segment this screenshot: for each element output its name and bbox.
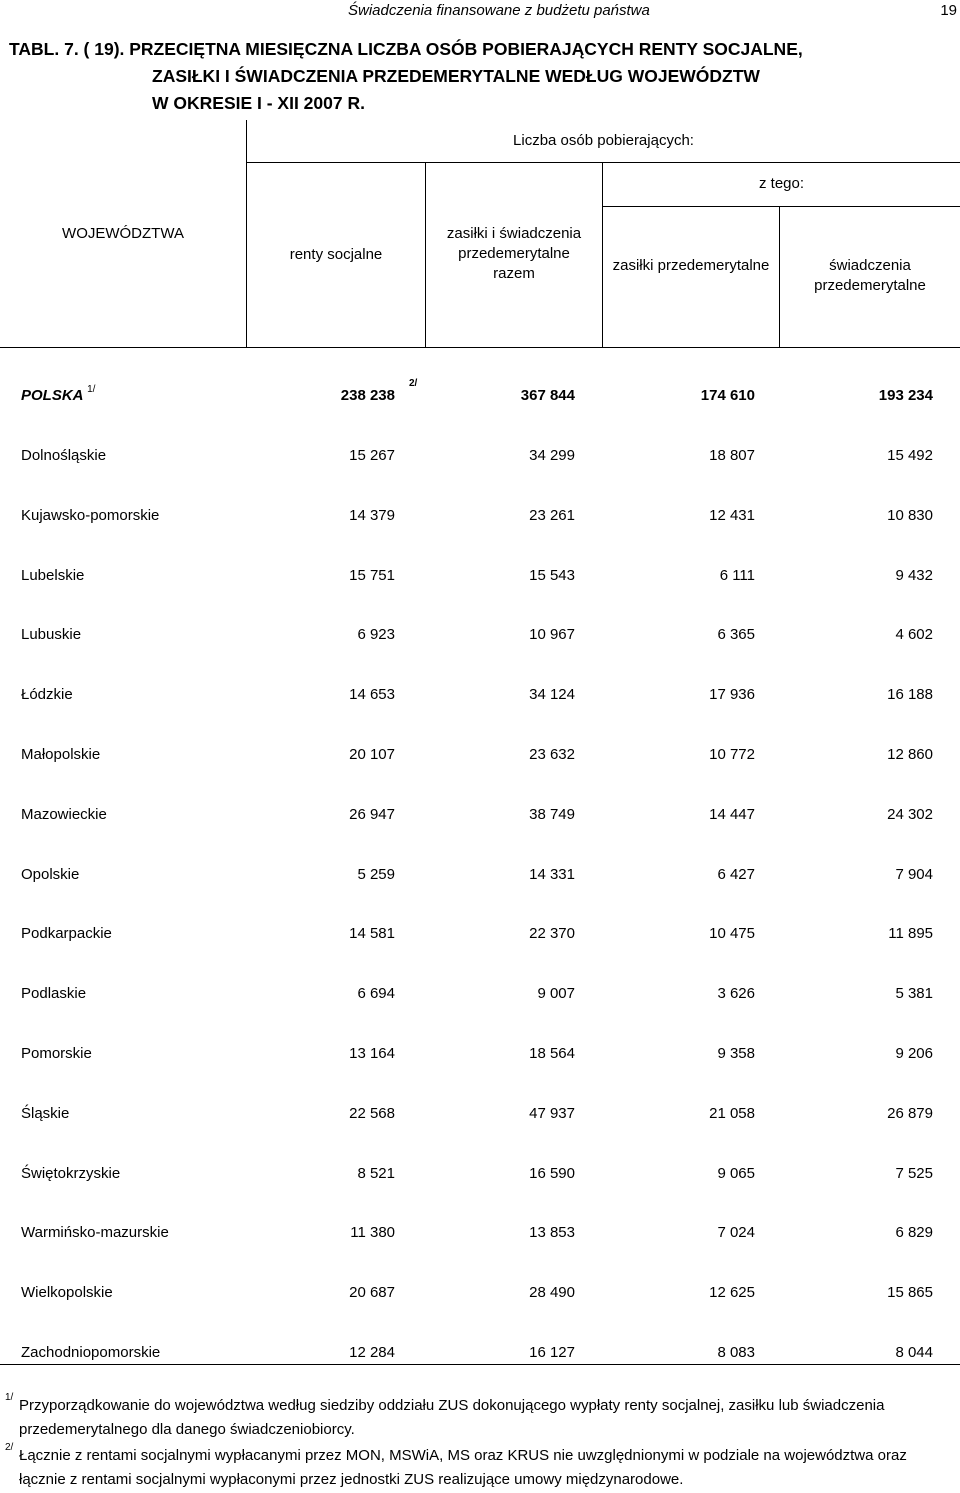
value-renty: 14 379 [349, 507, 395, 524]
table-row [0, 1042, 960, 1066]
title-line-2: ZASIŁKI I ŚWIADCZENIA PRZEDEMERYTALNE WEDŁUG WOJEWÓDZTW [152, 66, 760, 86]
value-swiadczenia: 193 234 [878, 387, 933, 404]
value-zasilki: 10 772 [709, 746, 755, 763]
value-swiadczenia: 9 206 [895, 1045, 933, 1062]
table-title [9, 36, 803, 117]
value-renty: 15 267 [349, 447, 395, 464]
value-zasilki: 6 365 [717, 626, 755, 643]
region-name: Warmińsko-mazurskie [21, 1224, 169, 1241]
table-row [0, 1281, 960, 1305]
value-swiadczenia: 15 865 [887, 1284, 933, 1301]
value-swiadczenia: 16 188 [887, 686, 933, 703]
value-swiadczenia: 11 895 [888, 925, 933, 942]
value-renty: 8 521 [357, 1165, 395, 1182]
header-renty: renty socjalne [289, 246, 383, 263]
value-zasilki: 17 936 [709, 686, 755, 703]
region-name: Podkarpackie [21, 925, 112, 942]
table-row-total [0, 378, 960, 408]
footnote-ref: 1/ [87, 384, 96, 395]
value-renty: 13 164 [349, 1045, 395, 1062]
value-swiadczenia: 4 602 [895, 626, 933, 643]
value-razem: 10 967 [529, 626, 575, 643]
value-razem: 22 370 [529, 925, 575, 942]
value-razem: 18 564 [529, 1045, 575, 1062]
header-subgroup: z tego: [758, 175, 805, 192]
footnote-mark: 2/ [5, 1442, 14, 1453]
region-name: Opolskie [21, 866, 80, 883]
table-row [0, 1162, 960, 1186]
value-swiadczenia: 10 830 [887, 507, 933, 524]
value-zasilki: 3 626 [717, 985, 755, 1002]
region-name: Kujawsko-pomorskie [21, 507, 160, 524]
value-razem: 23 632 [529, 746, 575, 763]
table-row [0, 863, 960, 887]
table-row [0, 1341, 960, 1365]
value-renty: 12 284 [349, 1344, 395, 1361]
footnote-text: Łącznie z rentami socjalnymi wypłacanymi przez MON, MSWiA, MS oraz KRUS nie uwzględnionymi w podziale na województwa oraz łącznie z rentami socjalnymi wypłaconymi przez jednostki ZUS realizujące umowy międzynarodowe. [19, 1447, 907, 1488]
value-razem: 15 543 [529, 567, 575, 584]
value-renty: 14 653 [349, 686, 395, 703]
value-swiadczenia: 8 044 [895, 1344, 933, 1361]
value-renty: 15 751 [349, 567, 395, 584]
value-renty: 11 380 [350, 1224, 395, 1241]
value-renty: 6 694 [357, 985, 395, 1002]
table-row [0, 444, 960, 468]
value-renty: 6 923 [357, 626, 395, 643]
footnote-2 [0, 1444, 960, 1492]
value-zasilki: 21 058 [709, 1105, 755, 1122]
table-row [0, 743, 960, 767]
footnote-1 [0, 1394, 960, 1442]
footnote-text: Przyporządkowanie do województwa według siedziby oddziału ZUS dokonującego wypłaty renty socjalnej, zasiłku lub świadczenia przedemerytalnego dla danego świadczeniobiorcy. [19, 1397, 885, 1438]
value-swiadczenia: 7 525 [895, 1165, 933, 1182]
header-rule [603, 206, 960, 207]
header-razem: zasiłki i świadczenia przedemerytalne razem [446, 225, 582, 282]
value-razem: 9 007 [537, 985, 575, 1002]
footnote-ref: 2/ [409, 378, 418, 389]
section-title: Świadczenia finansowane z budżetu państwa [348, 2, 650, 19]
value-swiadczenia: 24 302 [887, 806, 933, 823]
value-swiadczenia: 5 381 [895, 985, 933, 1002]
value-razem: 367 844 [520, 387, 575, 404]
value-zasilki: 9 065 [717, 1165, 755, 1182]
region-name: Małopolskie [21, 746, 101, 763]
region-name: Pomorskie [21, 1045, 92, 1062]
table-row [0, 1221, 960, 1245]
value-zasilki: 6 427 [717, 866, 755, 883]
value-renty: 238 238 [340, 387, 395, 404]
header-swiadczenia: świadczenia przedemerytalne [814, 257, 926, 294]
header-region: WOJEWÓDZTWA [62, 225, 184, 242]
region-name: Śląskie [21, 1105, 70, 1122]
value-renty: 14 581 [349, 925, 395, 942]
value-renty: 22 568 [349, 1105, 395, 1122]
value-zasilki: 12 625 [709, 1284, 755, 1301]
value-razem: 34 299 [529, 447, 575, 464]
value-swiadczenia: 9 432 [895, 567, 933, 584]
value-renty: 5 259 [357, 866, 395, 883]
value-razem: 38 749 [529, 806, 575, 823]
value-razem: 16 590 [529, 1165, 575, 1182]
table-row [0, 982, 960, 1006]
value-zasilki: 174 610 [700, 387, 755, 404]
region-name: Wielkopolskie [21, 1284, 113, 1301]
region-name: Świętokrzyskie [21, 1165, 121, 1182]
region-name: Podlaskie [21, 985, 87, 1002]
footnote-mark: 1/ [5, 1392, 14, 1403]
value-zasilki: 6 111 [719, 567, 755, 584]
header-rule [247, 162, 960, 163]
region-name: Dolnośląskie [21, 447, 107, 464]
value-swiadczenia: 26 879 [887, 1105, 933, 1122]
region-name: POLSKA [21, 387, 83, 404]
value-swiadczenia: 15 492 [887, 447, 933, 464]
value-razem: 28 490 [529, 1284, 575, 1301]
header-divider [425, 162, 426, 348]
value-renty: 26 947 [349, 806, 395, 823]
header-zasilki: zasiłki przedemerytalne [612, 257, 770, 274]
table-row [0, 623, 960, 647]
header-divider [779, 206, 780, 348]
title-line-3: W OKRESIE I - XII 2007 R. [152, 93, 365, 113]
table-row [0, 683, 960, 707]
value-zasilki: 7 024 [717, 1224, 755, 1241]
table-row [0, 922, 960, 946]
value-zasilki: 12 431 [709, 507, 755, 524]
value-razem: 13 853 [529, 1224, 575, 1241]
value-swiadczenia: 6 829 [895, 1224, 933, 1241]
table-row [0, 1102, 960, 1126]
value-zasilki: 14 447 [709, 806, 755, 823]
value-renty: 20 687 [349, 1284, 395, 1301]
value-razem: 14 331 [529, 866, 575, 883]
region-name: Mazowieckie [21, 806, 107, 823]
region-name: Lubelskie [21, 567, 85, 584]
value-razem: 23 261 [529, 507, 575, 524]
table-bottom-rule [0, 1364, 960, 1365]
region-name: Zachodniopomorskie [21, 1344, 161, 1361]
page-number: 19 [940, 2, 957, 19]
header-divider [246, 120, 247, 348]
value-swiadczenia: 12 860 [887, 746, 933, 763]
value-zasilki: 18 807 [709, 447, 755, 464]
header-rule [0, 347, 960, 348]
value-razem: 47 937 [529, 1105, 575, 1122]
value-renty: 20 107 [349, 746, 395, 763]
table-row [0, 564, 960, 588]
table-row [0, 504, 960, 528]
value-razem: 34 124 [529, 686, 575, 703]
table-row [0, 803, 960, 827]
title-line-1: TABL. 7. ( 19). PRZECIĘTNA MIESIĘCZNA LICZBA OSÓB POBIERAJĄCYCH RENTY SOCJALNE, [9, 39, 803, 59]
header-group: Liczba osób pobierających: [513, 132, 694, 149]
value-zasilki: 10 475 [709, 925, 755, 942]
region-name: Lubuskie [21, 626, 82, 643]
value-zasilki: 9 358 [717, 1045, 755, 1062]
value-swiadczenia: 7 904 [895, 866, 933, 883]
region-name: Łódzkie [21, 686, 73, 703]
value-razem: 16 127 [529, 1344, 575, 1361]
value-zasilki: 8 083 [717, 1344, 755, 1361]
